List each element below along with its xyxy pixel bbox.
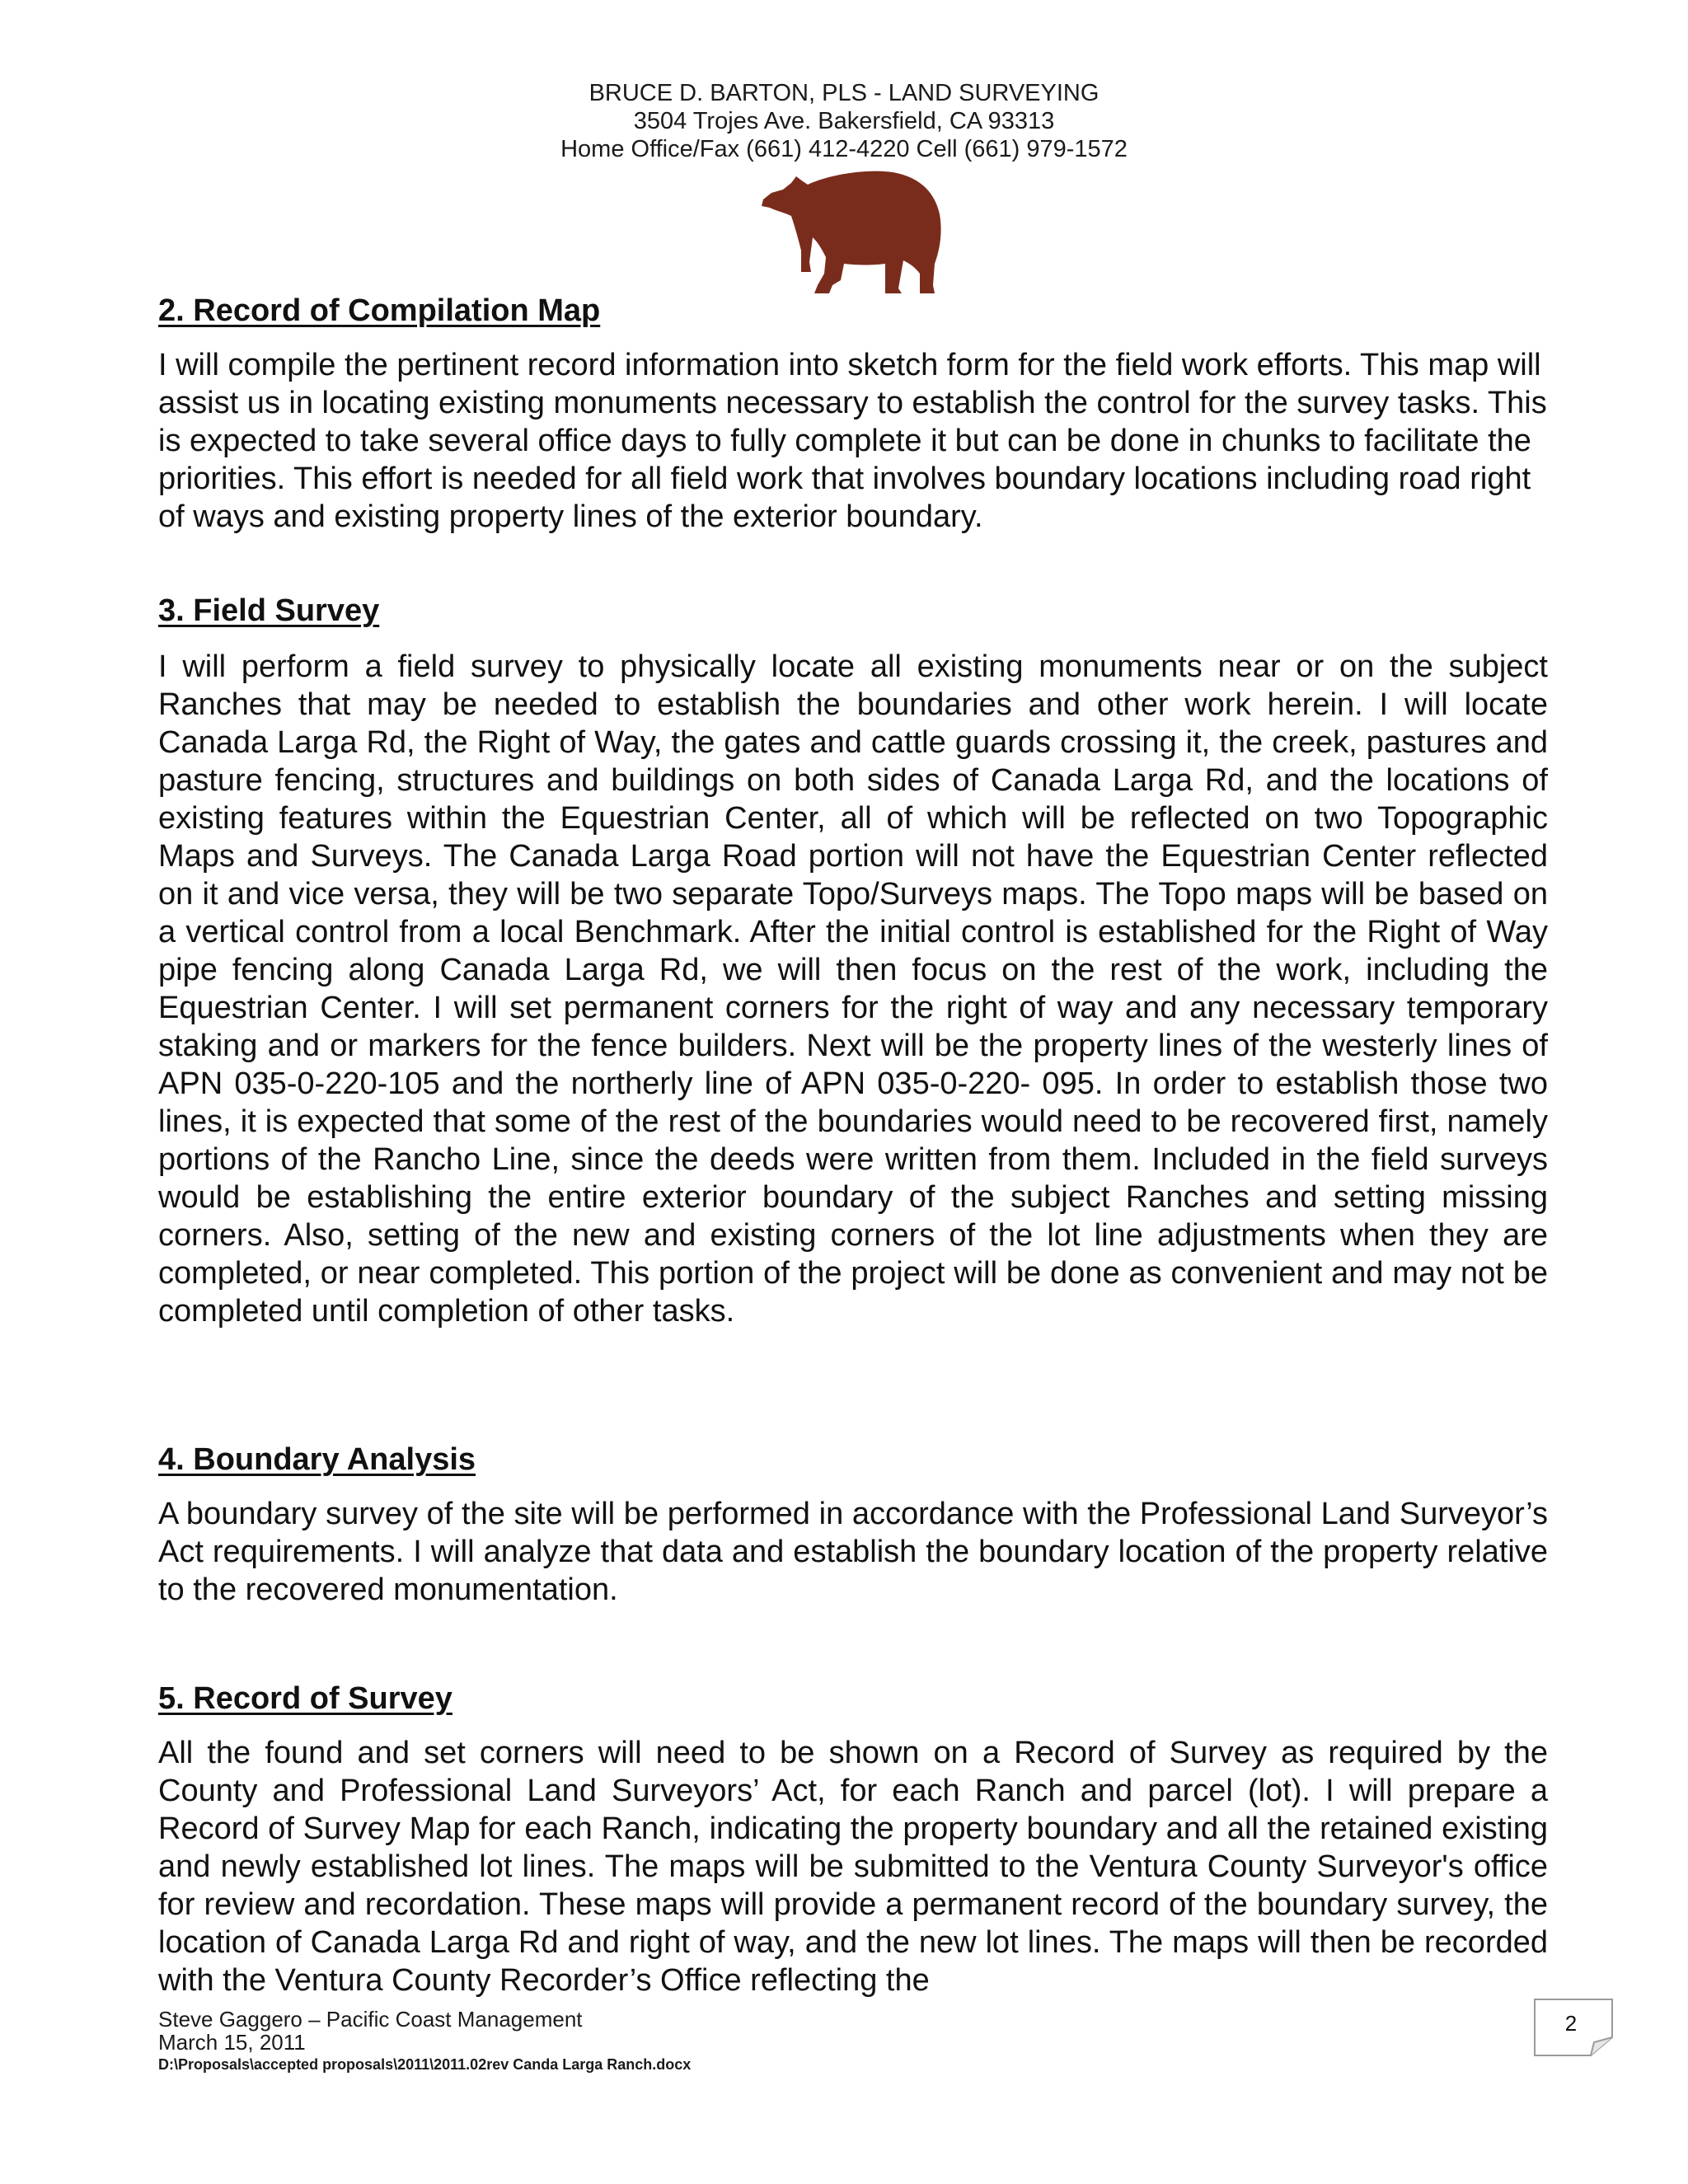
bear-icon: [758, 165, 948, 295]
page-number: 2: [1564, 2011, 1578, 2036]
company-phones: Home Office/Fax (661) 412-4220 Cell (661) 979-1572: [560, 136, 1128, 162]
company-address: 3504 Trojes Ave. Bakersfield, CA 93313: [633, 108, 1055, 134]
section-heading-boundary-analysis: 4. Boundary Analysis: [158, 1442, 476, 1477]
footer-client: Steve Gaggero – Pacific Coast Management: [158, 2007, 583, 2032]
letterhead: [0, 79, 1688, 163]
page-footer: [158, 2008, 691, 2075]
footer-date: March 15, 2011: [158, 2030, 306, 2055]
section-heading-field-survey: 3. Field Survey: [158, 593, 380, 628]
section-heading-record-of-compilation-map: 2. Record of Compilation Map: [158, 293, 601, 328]
section-body-record-of-survey: All the found and set corners will need to be shown on a Record of Survey as required by the County and Professional Land Surveyors’ Act, for each Ranch and parcel (lot). I will prepare a Record of Survey Map for each Ranch, indicating the property boundary and all the retained existing and newly established lot lines. The maps will be submitted to the Ventura County Surveyor's office for review and recordation. These maps will provide a permanent record of the boundary survey, the location of Canada Larga Rd and right of way, and the new lot lines. The maps will then be recorded with the Ventura County Recorder’s Office reflecting the: [158, 1736, 1548, 1998]
section-body-record-of-compilation-map: I will compile the pertinent record information into sketch form for the field work efforts. This map will assist us in locating existing monuments necessary to establish the control for the survey tasks. This is expected to take several office days to fully complete it but can be done in chunks to facilitate the priorities. This effort is needed for all field work that involves boundary locations including road right of ways and existing property lines of the exterior boundary.: [158, 348, 1547, 534]
section-body-field-survey: I will perform a field survey to physically locate all existing monuments near or on the subject Ranches that may be needed to establish the boundaries and other work herein. I will locate Canada Larga Rd, the Right of Way, the gates and cattle guards crossing it, the creek, pastures and pasture fencing, structures and buildings on both sides of Canada Larga Rd, and the locations of existing features within the Equestrian Center, all of which will be reflected on two Topographic Maps and Surveys. The Canada Larga Road portion will not have the Equestrian Center reflected on it and vice versa, they will be two separate Topo/Surveys maps. The Topo maps will be based on a vertical control from a local Benchmark. After the initial control is established for the Right of Way pipe fencing along Canada Larga Rd, we will then focus on the rest of the work, including the Equestrian Center. I will set permanent corners for the right of way and any necessary temporary staking and or markers for the fence builders. Next will be the property lines of the westerly lines of APN 035-0-220-105 and the northerly line of APN 035-0-220- 095. In order to establish those two lines, it is expected that some of the rest of the boundaries would need to be recovered first, namely portions of the Rancho Line, since the deeds were written from them. Included in the field surveys would be establishing the entire exterior boundary of the subject Ranches and setting missing corners. Also, setting of the new and existing corners of the lot line adjustments when they are completed, or near completed. This portion of the project will be done as convenient and may not be completed until completion of other tasks.: [158, 649, 1548, 1329]
company-name: BRUCE D. BARTON, PLS - LAND SURVEYING: [588, 80, 1100, 106]
section-heading-record-of-survey: 5. Record of Survey: [158, 1681, 452, 1716]
footer-file-path: D:\Proposals\accepted proposals\2011\2011.02rev Canda Larga Ranch.docx: [158, 2056, 692, 2073]
section-body-boundary-analysis: A boundary survey of the site will be performed in accordance with the Professional Land Surveyor’s Act requirements. I will analyze that data and establish the boundary location of the property relative to the recovered monumentation.: [158, 1497, 1548, 1607]
